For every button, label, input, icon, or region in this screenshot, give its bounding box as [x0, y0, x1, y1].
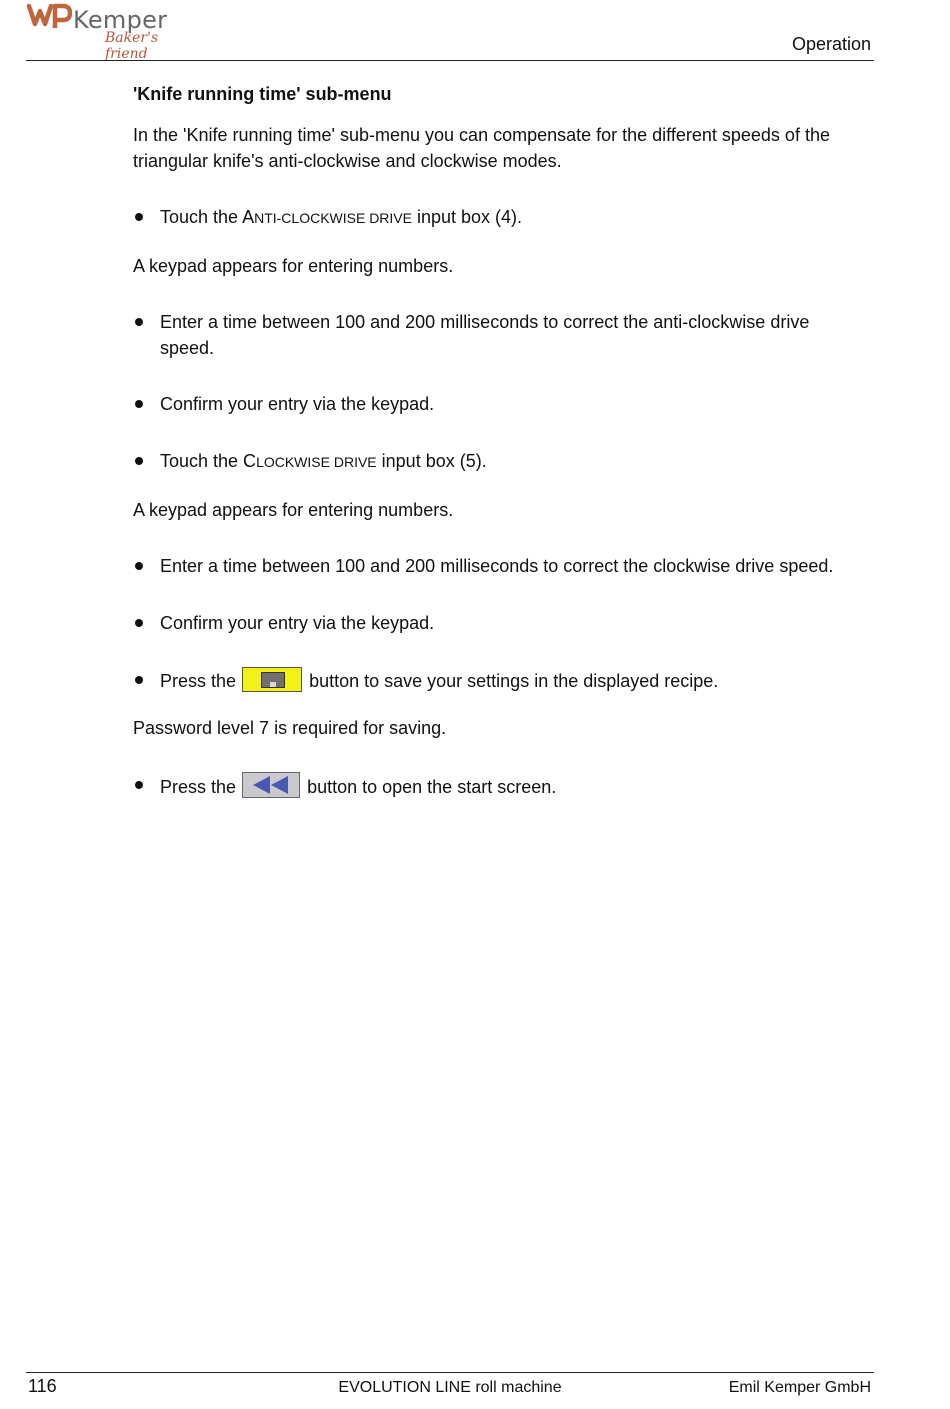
step-touch-anti-clockwise: Touch the ANTI-CLOCKWISE DRIVE input box (4).	[133, 204, 863, 231]
keypad-note: A keypad appears for entering numbers.	[133, 500, 454, 520]
header-section-title: Operation	[791, 34, 871, 54]
bullet	[135, 400, 143, 408]
footer-company: Emil Kemper GmbH	[728, 1379, 871, 1396]
wp-logo-mark-icon	[26, 2, 72, 32]
save-button[interactable]	[242, 667, 302, 692]
back-to-start-button[interactable]	[242, 772, 300, 798]
step-touch-clockwise: Touch the CLOCKWISE DRIVE input box (5).	[133, 448, 863, 475]
section-heading: 'Knife running time' sub-menu	[133, 84, 392, 104]
bullet	[135, 318, 143, 326]
step-enter-anti-clockwise-time: Enter a time between 100 and 200 milliseconds to correct the anti-clockwise drive speed.	[133, 309, 863, 361]
save-disk-icon	[261, 672, 285, 688]
intro-paragraph: In the 'Knife running time' sub-menu you can compensate for the different speeds of the triangular knife's anti-clockwise and clockwise modes.	[133, 125, 830, 171]
bullet	[135, 676, 143, 684]
bullet	[135, 213, 143, 221]
bullet	[135, 457, 143, 465]
logo-brand-text: Kemper	[73, 6, 168, 34]
step-confirm-entry: Confirm your entry via the keypad.	[133, 610, 863, 636]
bullet	[135, 562, 143, 570]
step-press-save: Press the button to save your settings in the displayed recipe.	[133, 667, 863, 694]
keypad-note: A keypad appears for entering numbers.	[133, 256, 454, 276]
bullet	[135, 619, 143, 627]
password-note: Password level 7 is required for saving.	[133, 718, 447, 738]
footer-divider	[26, 1372, 874, 1373]
page-number: 116	[28, 1376, 57, 1396]
page-content	[133, 82, 863, 800]
bullet	[135, 781, 143, 789]
kemper-logo	[26, 2, 186, 62]
step-press-back: Press the button to open the start screen.	[133, 772, 863, 800]
back-arrows-icon	[253, 776, 291, 794]
step-confirm-entry: Confirm your entry via the keypad.	[133, 391, 863, 417]
header-divider	[26, 60, 874, 61]
logo-tagline: Baker's friend	[105, 30, 159, 62]
step-enter-clockwise-time: Enter a time between 100 and 200 milliseconds to correct the clockwise drive speed.	[133, 553, 863, 579]
footer-title: EVOLUTION LINE roll machine	[338, 1379, 562, 1396]
